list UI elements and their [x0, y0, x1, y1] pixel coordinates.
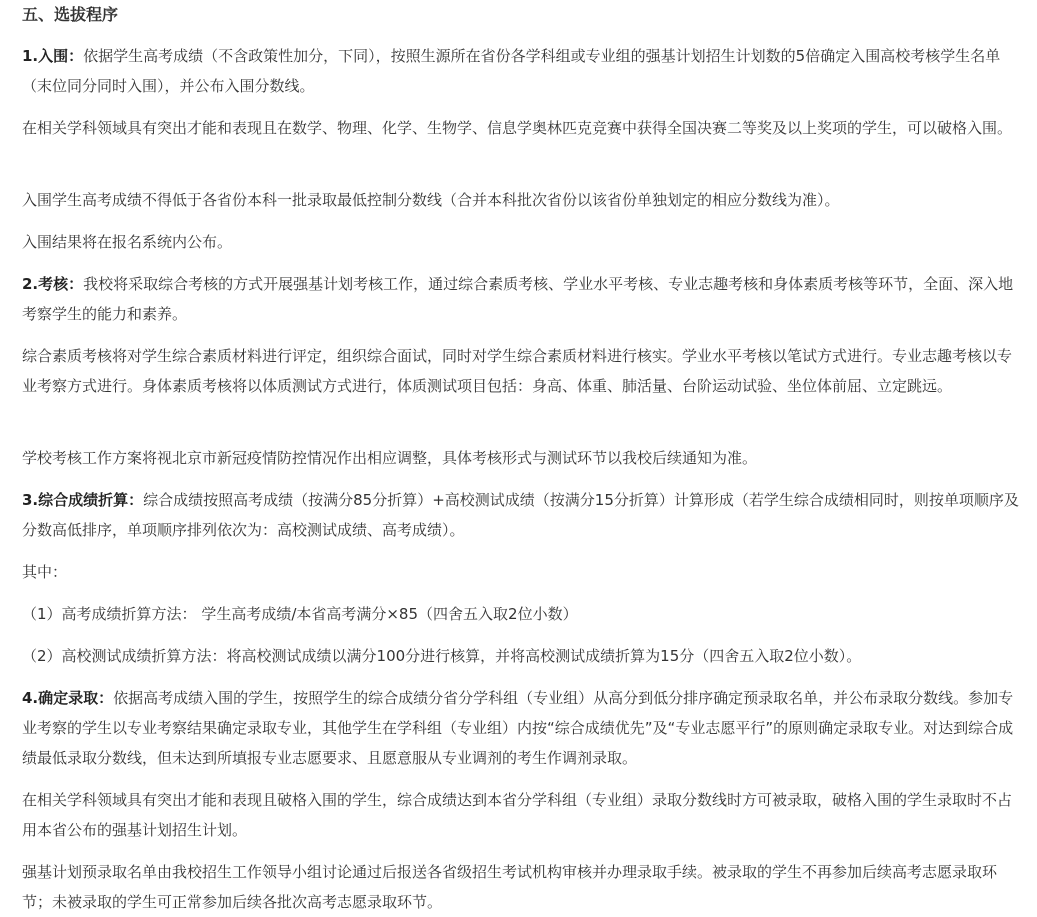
paragraph-assessment [22, 269, 1024, 329]
paragraph-admission-shortlist [22, 41, 1024, 101]
paragraph-text: 在相关学科领域具有突出才能和表现且破格入围的学生，综合成绩达到本省分学科组（专业组）录取分数线时方可被录取，破格入围的学生录取时不占用本省公布的强基计划招生计划。 [22, 791, 1013, 839]
paragraph-admission-decision [22, 683, 1024, 773]
paragraph-result-publication [22, 227, 1024, 257]
paragraph-exceptional-admission [22, 785, 1024, 845]
paragraph-text: 强基计划预录取名单由我校招生工作领导小组讨论通过后报送各省级招生考试机构审核并办理录取手续。被录取的学生不再参加后续高考志愿录取环节；未被录取的学生可正常参加后续各批次高考志愿录取环节。 [22, 863, 998, 911]
paragraph-text: 入围结果将在报名系统内公布。 [22, 233, 233, 251]
paragraph-where [22, 557, 1024, 587]
paragraph-text: （2）高校测试成绩折算方法：将高校测试成绩以满分100分进行核算，并将高校测试成绩折算为15分（四舍五入取2位小数）。 [22, 647, 862, 665]
paragraph-score-conversion [22, 485, 1024, 545]
section-title: 五、选拔程序 [22, 5, 119, 24]
paragraph-text: 入围学生高考成绩不得低于各省份本科一批录取最低控制分数线（合并本科批次省份以该省份单独划定的相应分数线为准）。 [22, 191, 840, 209]
paragraph-pre-admission [22, 857, 1024, 917]
paragraph-test-formula [22, 641, 1024, 671]
paragraph-lead: 2.考核： [22, 275, 84, 293]
paragraph-text: 依据高考成绩入围的学生，按照学生的综合成绩分省分学科组（专业组）从高分到低分排序确定预录取名单，并公布录取分数线。参加专业考察的学生以专业考察结果确定录取专业，其他学生在学科组（专业组）内按“综合成绩优先”及“专业志愿平行”的原则确定录取专业。对达到综合成绩最低录取分数线，但未达到所填报专业志愿要求、且愿意服从专业调剂的考生作调剂录取。 [22, 689, 1014, 767]
paragraph-text: 依据学生高考成绩（不含政策性加分，下同），按照生源所在省份各学科组或专业组的强基计划招生计划数的5倍确定入围高校考核学生名单（末位同分同时入围），并公布入围分数线。 [22, 47, 1001, 95]
paragraph-text: 我校将采取综合考核的方式开展强基计划考核工作，通过综合素质考核、学业水平考核、专业志趣考核和身体素质考核等环节，全面、深入地考察学生的能力和素养。 [22, 275, 1014, 323]
paragraph-text: （1）高考成绩折算方法： 学生高考成绩/本省高考满分×85（四舍五入取2位小数） [22, 605, 578, 623]
paragraph-text: 其中： [22, 563, 68, 581]
paragraph-text: 学校考核工作方案将视北京市新冠疫情防控情况作出相应调整，具体考核形式与测试环节以我校后续通知为准。 [22, 449, 758, 467]
paragraph-lead: 3.综合成绩折算： [22, 491, 144, 509]
paragraph-text: 综合素质考核将对学生综合素质材料进行评定，组织综合面试，同时对学生综合素质材料进行核实。学业水平考核以笔试方式进行。专业志趣考核以专业考察方式进行。身体素质考核将以体质测试方式进行，体质测试项目包括：身高、体重、肺活量、台阶运动试验、坐位体前屈、立定跳远。 [22, 347, 1013, 395]
paragraph-lead: 4.确定录取： [22, 689, 114, 707]
paragraph-assessment-adjustment [22, 443, 1024, 473]
paragraph-exceptional-shortlist [22, 113, 1024, 143]
paragraph-gaokao-formula [22, 599, 1024, 629]
paragraph-text: 综合成绩按照高考成绩（按满分85分折算）+高校测试成绩（按满分15分折算）计算形成（若学生综合成绩相同时，则按单项顺序及分数高低排序，单项顺序排列依次为：高校测试成绩、高考成绩）。 [22, 491, 1019, 539]
paragraph-assessment-details [22, 341, 1024, 401]
paragraph-text: 在相关学科领域具有突出才能和表现且在数学、物理、化学、生物学、信息学奥林匹克竞赛中获得全国决赛二等奖及以上奖项的学生，可以破格入围。 [22, 119, 1013, 137]
paragraph-lead: 1.入围： [22, 47, 84, 65]
paragraph-minimum-score [22, 185, 1024, 215]
